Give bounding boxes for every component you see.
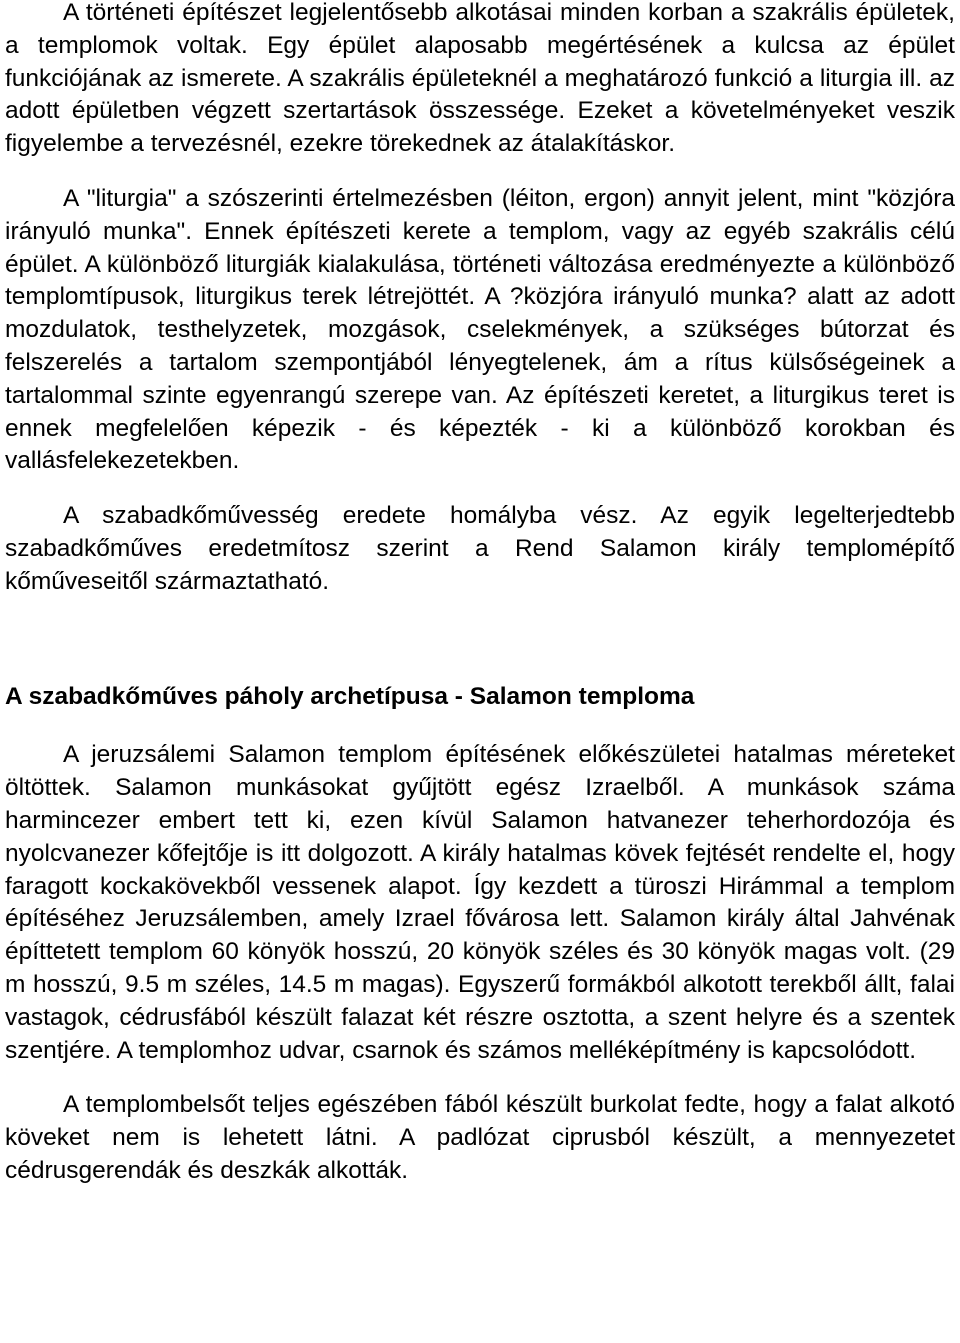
paragraph-liturgy: A "liturgia" a szószerinti értelmezésben (léiton, ergon) annyit jelent, mint "közjóra irányuló munka". Ennek építészeti kerete a templom, vagy az egyéb szakrális célú épület. A különböző liturgiák kialakulása, történeti változása eredményezte a különböző templomtípusok, liturgikus terek létrejöttét. A ?közjóra irányuló munka? alatt az adott mozdulatok, testhelyzetek, mozgások, cselekmények, a szükséges bútorzat és felszerelés a tartalom szempontjából lényegtelenek, ám a rítus külsőségeinek a tartalommal szinte egyenrangú szerepe van. Az építészeti keretet, a liturgikus teret is ennek megfelelően képezik - és képezték - ki a különböző korokban és vallásfelekezetekben.: [5, 184, 955, 475]
document-page: [5, 0, 955, 1188]
paragraph-solomon-temple: A jeruzsálemi Salamon templom építésének előkészületei hatalmas méreteket öltöttek. Salamon munkásokat gyűjtött egész Izraelből. A munkások száma harmincezer embert tett ki, ezen kívül Salamon hatvanezer teherhordozója és nyolcvanezer kőfejtője is itt dolgozott. A király hatalmas kövek fejtését rendelte el, hogy faragott kockakövekből vessenek alapot. Így kezdett a türoszi Hirámmal a templom építéséhez Jeruzsálemben, amely Izrael fővárosa lett. Salamon király által Jahvénak építtetett templom 60 könyök hosszú, 20 könyök széles és 30 könyök magas volt. (29 m hosszú, 9.5 m széles, 14.5 m magas). Egyszerű formákból alkotott terekből állt, falai vastagok, cédrusfából készült falazat két részre osztotta, a szent helyre és a szentek szentjére. A templomhoz udvar, csarnok és számos melléképítmény is kapcsolódott.: [5, 741, 955, 1064]
section-heading: A szabadkőműves páholy archetípusa - Salamon temploma: [5, 682, 695, 710]
paragraph-sacred-architecture: A történeti építészet legjelentősebb alkotásai minden korban a szakrális épületek, a templomok voltak. Egy épület alaposabb megértésének a kulcsa az épület funkciójának az ismerete. A szakrális épületeknél a meghatározó funkció a liturgia ill. az adott épületben végzett szertartások összessége. Ezeket a követelményeket veszik figyelembe a tervezésnél, ezekre törekednek az átalakításkor.: [5, 0, 955, 158]
paragraph-temple-interior: A templombelsőt teljes egészében fából készült burkolat fedte, hogy a falat alkotó köveket nem is lehetett látni. A padlózat ciprusból készült, a mennyezetet cédrusgerendák és deszkák alkották.: [5, 1091, 955, 1184]
paragraph-freemasonry-origin: A szabadkőművesség eredete homályba vész. Az egyik legelterjedtebb szabadkőműves eredetmítosz szerint a Rend Salamon király templomépítő kőműveseitől származtatható.: [5, 502, 955, 595]
